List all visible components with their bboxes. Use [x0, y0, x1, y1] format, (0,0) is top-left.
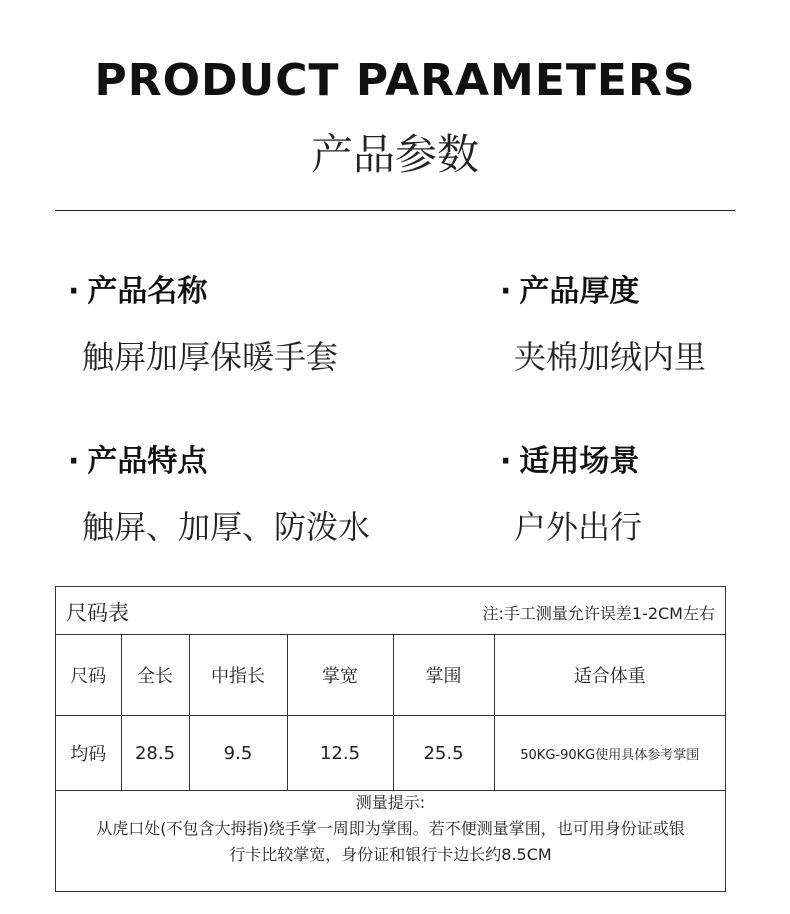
column-header: 中指长	[189, 635, 287, 716]
param-label: 产品名称	[87, 274, 208, 309]
param-label: 产品厚度	[519, 274, 640, 309]
title-divider	[55, 210, 735, 211]
table-cell: 均码	[56, 716, 121, 791]
table-cell: 25.5	[393, 716, 494, 791]
measurement-tips	[56, 790, 725, 868]
table-row	[56, 716, 725, 791]
table-cell: 28.5	[121, 716, 189, 791]
bullet-dot: ·	[68, 274, 80, 309]
param-usage-scene	[500, 436, 642, 548]
table-cell: 50KG-90KG使用具体参考掌围	[494, 716, 725, 791]
page-subtitle: 产品参数	[310, 130, 479, 179]
bullet-dot: ·	[68, 444, 80, 479]
tips-title: 测量提示:	[355, 793, 426, 812]
param-value: 触屏、加厚、防泼水	[82, 508, 371, 546]
tips-text-line: 行卡比较掌宽，身份证和银行卡边长约8.5CM	[229, 845, 552, 864]
size-chart	[55, 586, 726, 892]
tips-text-line: 从虎口处(不包含大拇指)绕手掌一周即为掌围。若不便测量掌围，也可用身份证或银	[96, 819, 685, 838]
param-label: 适用场景	[519, 444, 640, 479]
size-table	[56, 634, 725, 791]
column-header: 掌围	[393, 635, 494, 716]
column-header: 掌宽	[287, 635, 393, 716]
size-chart-header	[56, 587, 725, 635]
column-header: 适合体重	[494, 635, 725, 716]
column-header: 尺码	[56, 635, 121, 716]
bullet-dot: ·	[500, 274, 512, 309]
param-product-features	[68, 436, 370, 548]
table-header-row	[56, 635, 725, 716]
column-header: 全长	[121, 635, 189, 716]
param-product-name	[68, 266, 338, 378]
size-chart-note: 注:手工测量允许误差1-2CM左右	[482, 604, 715, 623]
table-cell: 12.5	[287, 716, 393, 791]
size-chart-title: 尺码表	[66, 601, 129, 625]
table-cell: 9.5	[189, 716, 287, 791]
param-product-thickness	[500, 266, 706, 378]
bullet-dot: ·	[500, 444, 512, 479]
param-value: 触屏加厚保暖手套	[82, 338, 339, 376]
param-label: 产品特点	[87, 444, 208, 479]
param-value: 夹棉加绒内里	[514, 338, 707, 376]
param-value: 户外出行	[514, 508, 643, 546]
page-title: PRODUCT PARAMETERS	[94, 55, 696, 106]
